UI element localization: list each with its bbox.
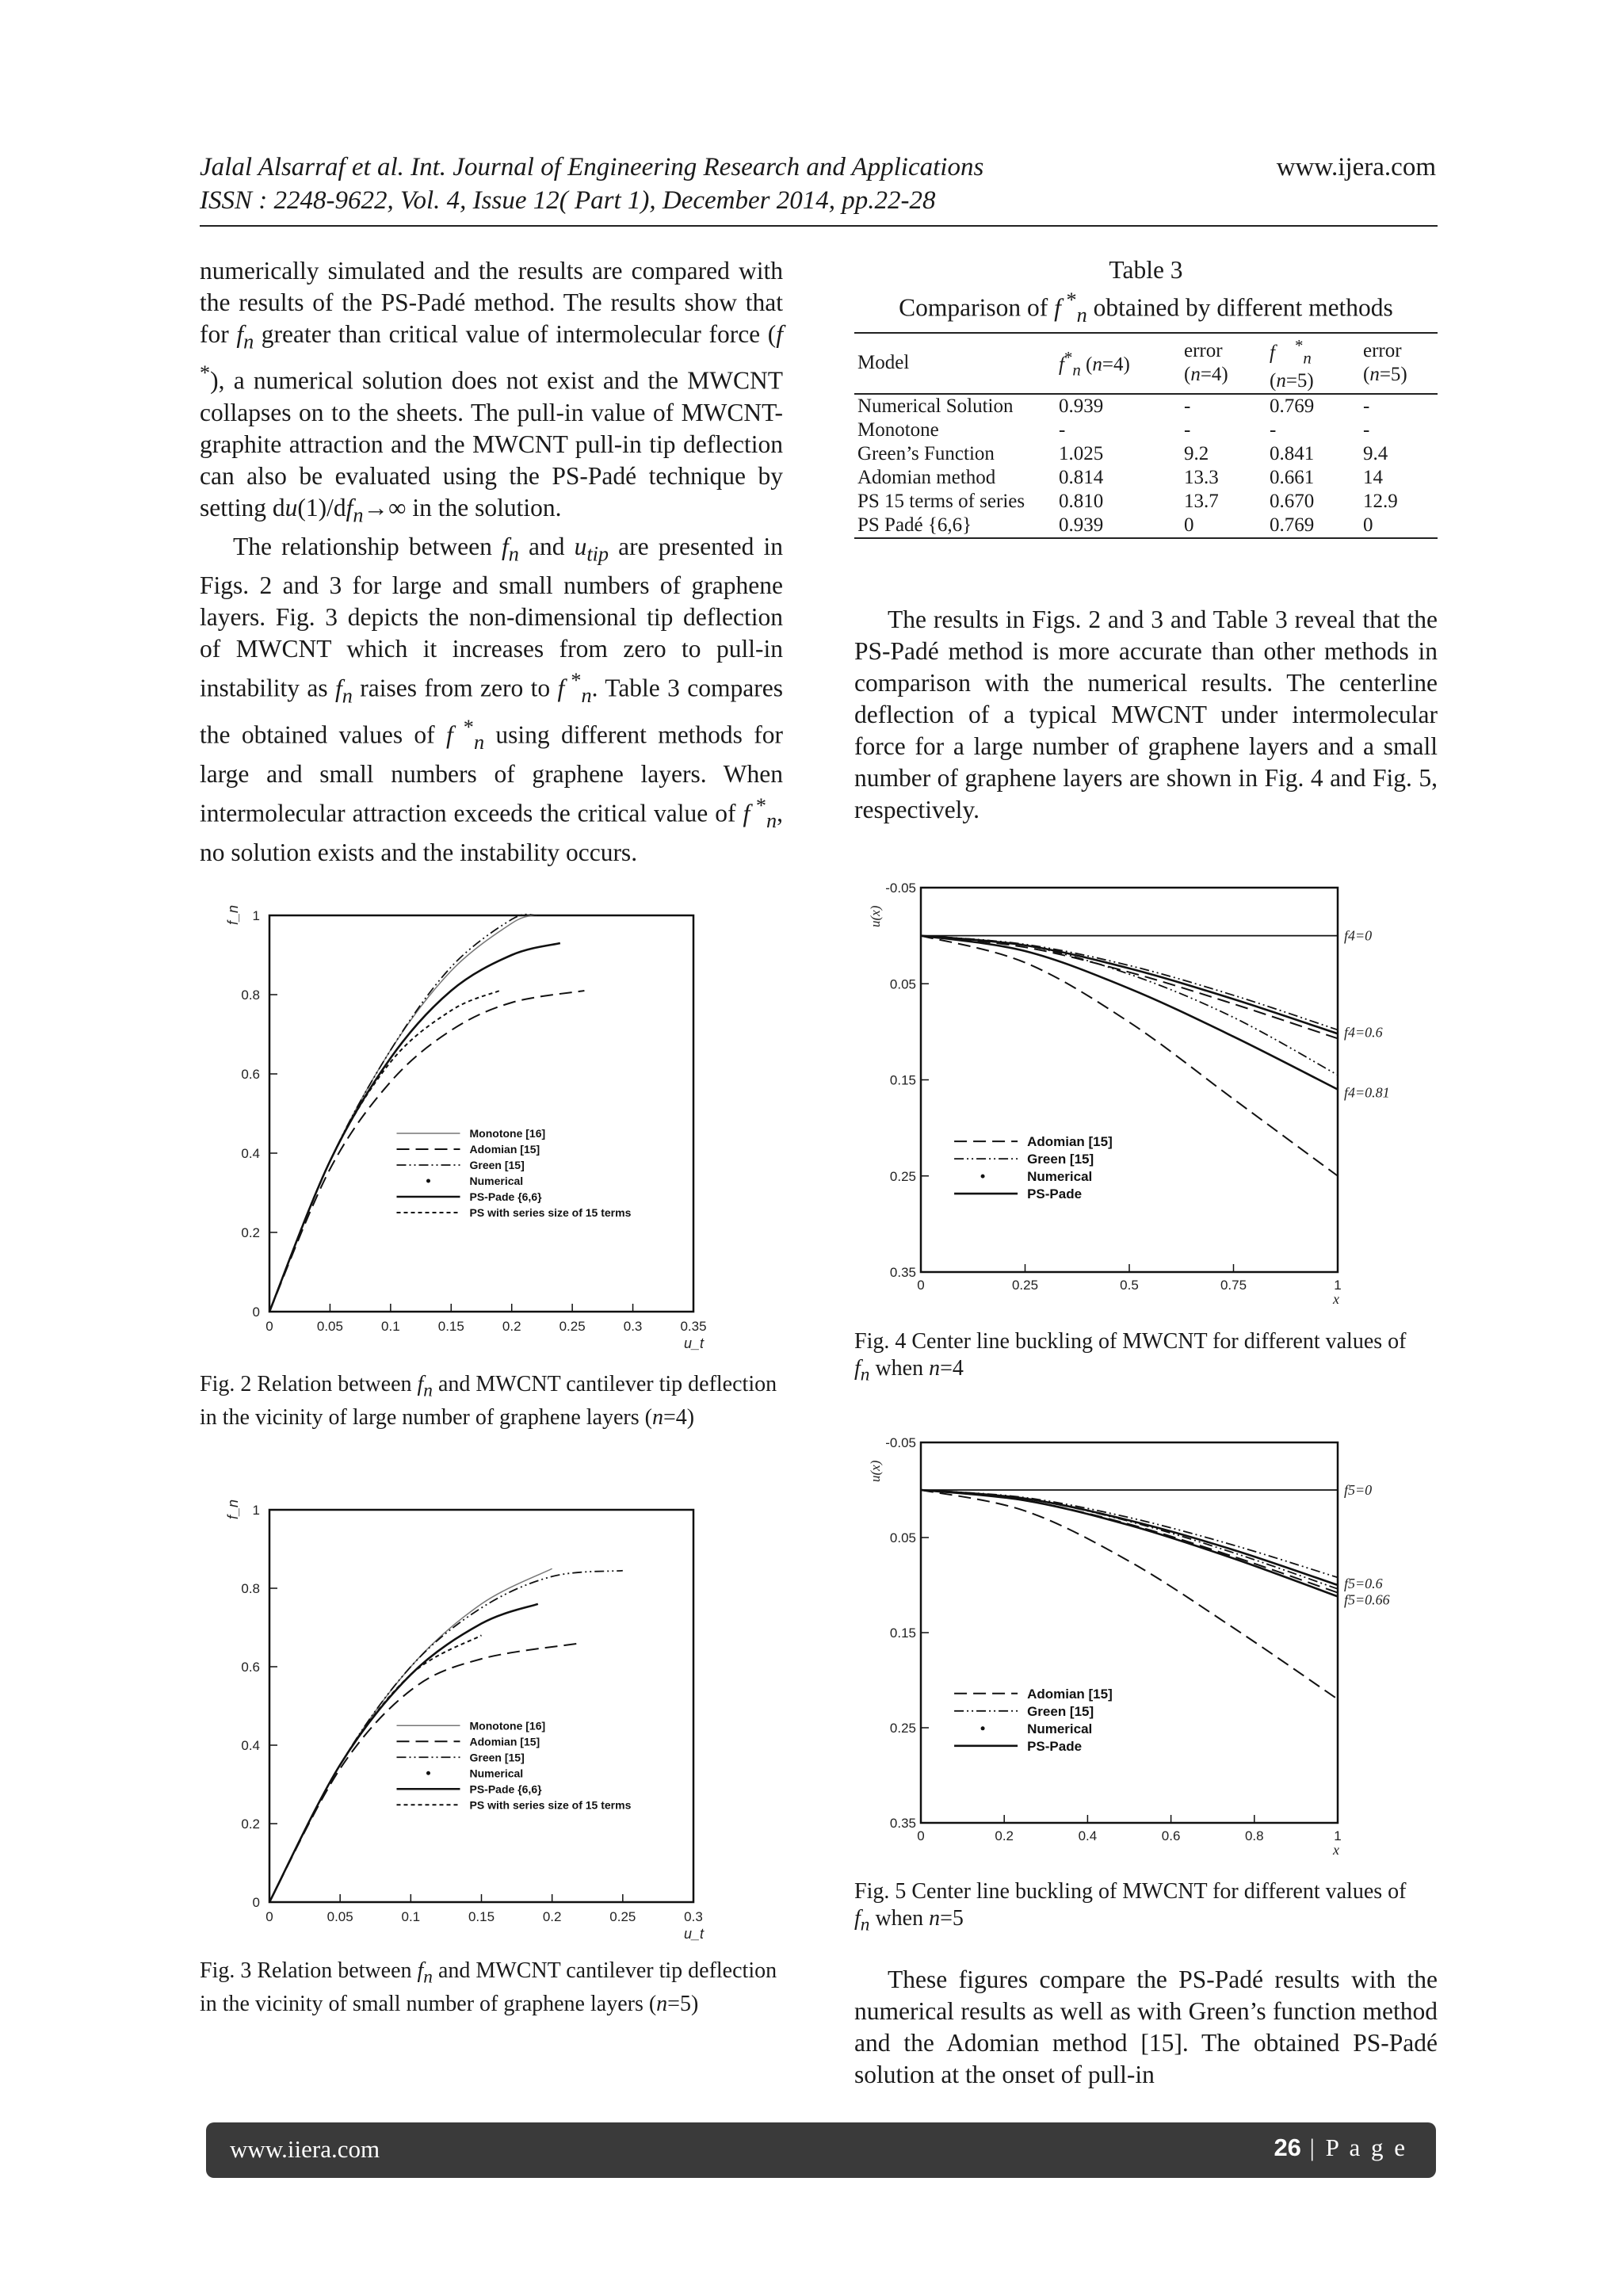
legend-marker bbox=[426, 1771, 430, 1775]
x-axis-label: u_t bbox=[684, 1335, 705, 1351]
series-line bbox=[269, 1635, 482, 1902]
y-tick-label: 1 bbox=[252, 1503, 260, 1518]
plot-frame bbox=[921, 1442, 1338, 1823]
fig5-chart bbox=[864, 1427, 1434, 1862]
legend-label: Numerical bbox=[469, 1767, 524, 1780]
y-tick-label: 0.25 bbox=[889, 1168, 916, 1184]
legend-label: Monotone [16] bbox=[469, 1719, 546, 1733]
x-tick-label: 0.25 bbox=[609, 1909, 636, 1924]
y-tick-label: 0.25 bbox=[889, 1721, 916, 1736]
y-tick-label: 0.8 bbox=[241, 1581, 260, 1596]
x-tick-label: 0.3 bbox=[684, 1909, 703, 1924]
curve-annotation: f4=0.81 bbox=[1344, 1084, 1390, 1101]
table-row: PS Padé {6,6} 0.939 0 0.769 0 bbox=[854, 514, 1438, 538]
x-tick-label: 0 bbox=[917, 1828, 925, 1843]
table-row: Adomian method 0.814 13.3 0.661 14 bbox=[857, 467, 1383, 489]
right-column-text-1 bbox=[854, 604, 1438, 826]
legend-label: Adomian [15] bbox=[469, 1143, 540, 1156]
curve-annotation: f5=0.66 bbox=[1344, 1591, 1390, 1608]
y-tick-label: 0.8 bbox=[241, 988, 260, 1003]
x-tick-label: 0.25 bbox=[1011, 1278, 1039, 1293]
x-tick-label: 0.8 bbox=[1244, 1828, 1264, 1843]
table-row: Green’s Function 1.025 9.2 0.841 9.4 bbox=[857, 443, 1388, 465]
y-tick-label: 0.15 bbox=[889, 1072, 916, 1088]
fig4-chart bbox=[864, 872, 1434, 1308]
y-tick-label: 0 bbox=[252, 1895, 260, 1910]
y-tick-label: -0.05 bbox=[885, 1435, 916, 1450]
y-tick-label: 0.35 bbox=[889, 1265, 916, 1280]
x-axis-label: x bbox=[1333, 1842, 1339, 1858]
x-tick-label: 0.2 bbox=[502, 1319, 521, 1334]
series-line bbox=[269, 991, 499, 1312]
paragraph-3: The results in Figs. 2 and 3 and Table 3 reveal that the PS-Padé method is more accurate than other methods in comparison with the numerical results. The centerline deflection of a typical MWCNT under intermolecular force for a large number of graphene layers and a small number of graphene layers are shown in Fig. 4 and Fig. 5, respectively. bbox=[854, 606, 1438, 823]
curve-annotation: f5=0.6 bbox=[1344, 1576, 1383, 1591]
paragraph-4: These figures compare the PS-Padé results with the numerical results as well as with Green’s function method and the Adomian method [15]. The obtained PS-Padé solution at the onset of pull-in bbox=[854, 1966, 1438, 2088]
legend-marker bbox=[426, 1179, 430, 1183]
legend-label: Numerical bbox=[1027, 1721, 1093, 1736]
table-caption: Comparison of f *$_n$ obtained by different methods bbox=[899, 288, 1393, 327]
x-tick-label: 0.05 bbox=[316, 1319, 343, 1334]
table-body bbox=[854, 332, 1438, 539]
series-line bbox=[269, 915, 536, 1312]
y-tick-label: 0.15 bbox=[889, 1626, 916, 1641]
th-model: Model bbox=[857, 352, 910, 374]
th-fn4: $f^*_n$ (n=4) bbox=[1059, 347, 1130, 380]
y-tick-label: -0.05 bbox=[885, 881, 916, 896]
left-column-text bbox=[200, 255, 783, 869]
table-3 bbox=[854, 255, 1438, 539]
x-tick-label: 0.4 bbox=[1078, 1828, 1098, 1843]
y-tick-label: 0.2 bbox=[241, 1225, 260, 1240]
legend-label: Green [15] bbox=[1027, 1703, 1094, 1719]
x-tick-label: 0.35 bbox=[680, 1319, 707, 1334]
legend-label: Numerical bbox=[469, 1175, 524, 1187]
x-tick-label: 0 bbox=[265, 1909, 273, 1924]
series-line bbox=[269, 1643, 580, 1902]
curve-annotation: f4=0 bbox=[1344, 927, 1373, 944]
series-line bbox=[921, 936, 1338, 1034]
x-tick-label: 0.75 bbox=[1220, 1278, 1247, 1293]
plot-frame bbox=[269, 915, 693, 1312]
fig3-chart bbox=[214, 1498, 721, 1942]
series-line bbox=[921, 1490, 1338, 1596]
legend-label: Green [15] bbox=[1027, 1152, 1094, 1167]
x-tick-label: 1 bbox=[1334, 1278, 1342, 1293]
y-tick-label: 0.05 bbox=[889, 1530, 916, 1545]
x-tick-label: 0.1 bbox=[381, 1319, 400, 1334]
legend-label: Numerical bbox=[1027, 1169, 1093, 1185]
x-tick-label: 0.15 bbox=[468, 1909, 495, 1924]
y-tick-label: 1 bbox=[252, 908, 260, 923]
x-axis-label: u_t bbox=[684, 1926, 705, 1942]
table-row: PS 15 terms of series 0.810 13.7 0.670 12.9 bbox=[857, 491, 1398, 513]
fig4-caption: Fig. 4 Center line buckling of MWCNT for different values of $f_n$ when n=4 bbox=[854, 1329, 1407, 1385]
x-tick-label: 0.15 bbox=[437, 1319, 464, 1334]
fig5-caption: Fig. 5 Center line buckling of MWCNT for different values of $f_n$ when n=5 bbox=[854, 1879, 1407, 1935]
y-axis-label: f_n bbox=[225, 1499, 241, 1519]
y-tick-label: 0.6 bbox=[241, 1660, 260, 1675]
legend-label: Adomian [15] bbox=[1027, 1686, 1113, 1702]
x-tick-label: 0 bbox=[265, 1319, 273, 1334]
x-tick-label: 1 bbox=[1334, 1828, 1342, 1843]
legend-marker bbox=[981, 1175, 985, 1179]
legend-label: Adomian [15] bbox=[1027, 1134, 1113, 1150]
legend-label: PS with series size of 15 terms bbox=[469, 1206, 632, 1219]
y-tick-label: 0.05 bbox=[889, 976, 916, 992]
y-axis-label: u(x) bbox=[868, 1460, 883, 1482]
x-tick-label: 0.2 bbox=[995, 1828, 1014, 1843]
x-tick-label: 0.3 bbox=[623, 1319, 643, 1334]
right-column-text-2 bbox=[854, 1964, 1438, 2091]
x-tick-label: 0.05 bbox=[327, 1909, 353, 1924]
y-tick-label: 0 bbox=[252, 1305, 260, 1320]
page-number: 26 | P a g e bbox=[1274, 2134, 1407, 2161]
x-tick-label: 0.5 bbox=[1120, 1278, 1139, 1293]
series-line bbox=[921, 1490, 1338, 1593]
legend-label: PS-Pade {6,6} bbox=[469, 1190, 542, 1203]
running-header bbox=[200, 151, 1436, 217]
series-line bbox=[269, 1571, 623, 1902]
legend-marker bbox=[981, 1726, 985, 1730]
curve-annotation: f5=0 bbox=[1344, 1482, 1373, 1498]
header-issn: ISSN : 2248-9622, Vol. 4, Issue 12( Part 1), December 2014, pp.22-28 bbox=[200, 186, 936, 215]
legend-label: Monotone [16] bbox=[469, 1127, 546, 1140]
legend-label: Green [15] bbox=[469, 1159, 525, 1171]
x-tick-label: 0.1 bbox=[401, 1909, 421, 1924]
table-row: Monotone - - - - bbox=[857, 419, 1370, 441]
x-tick-label: 0.6 bbox=[1161, 1828, 1181, 1843]
header-rule bbox=[200, 225, 1438, 227]
header-citation: Jalal Alsarraf et al. Int. Journal of Engineering Research and Applications bbox=[200, 153, 984, 181]
header-site[interactable]: www.ijera.com bbox=[1276, 153, 1436, 181]
table-header-row bbox=[854, 333, 1438, 394]
series-line bbox=[269, 915, 536, 1312]
y-tick-label: 0.35 bbox=[889, 1816, 916, 1831]
y-tick-label: 0.4 bbox=[241, 1146, 260, 1161]
paragraph-1: numerically simulated and the results are compared with the results of the PS-Padé method. The results show that for $f_n$ greater than critical value of intermolecular force (f *), a numerical solution does not exist and the MWCNT collapses on to the sheets. The pull-in value of MWCNT-graphite attraction and the MWCNT pull-in tip deflection can also be evaluated using the PS-Padé technique by setting $du(1)/df_n\to\infty$ in the solution. bbox=[200, 257, 783, 527]
y-axis-label: f_n bbox=[225, 904, 241, 925]
fig2-chart bbox=[214, 904, 721, 1351]
th-fn5: f *$_n$ (n=5) bbox=[1270, 335, 1314, 392]
th-error4: error (n=4) bbox=[1184, 340, 1228, 386]
x-tick-label: 0.2 bbox=[542, 1909, 562, 1924]
legend-label: PS-Pade bbox=[1027, 1186, 1083, 1202]
fig2-caption: Fig. 2 Relation between $f_n$ and MWCNT cantilever tip deflection in the vicinity of large number of graphene layers (n=4) bbox=[200, 1372, 777, 1430]
x-axis-label: x bbox=[1333, 1291, 1339, 1307]
legend-label: Adomian [15] bbox=[469, 1735, 540, 1748]
footer-site[interactable]: www.iiera.com bbox=[230, 2135, 380, 2163]
fig3-caption: Fig. 3 Relation between $f_n$ and MWCNT cantilever tip deflection in the vicinity of small number of graphene layers (n=5) bbox=[200, 1958, 777, 2016]
y-tick-label: 0.6 bbox=[241, 1067, 260, 1082]
curve-annotation: f4=0.6 bbox=[1344, 1024, 1383, 1041]
plot-frame bbox=[269, 1510, 693, 1902]
legend-label: PS with series size of 15 terms bbox=[469, 1798, 632, 1812]
table-row: Numerical Solution 0.939 - 0.769 - bbox=[854, 394, 1438, 418]
series-line bbox=[921, 936, 1338, 1075]
legend-label: Green [15] bbox=[469, 1751, 525, 1764]
th-error5: error (n=5) bbox=[1363, 340, 1407, 386]
y-tick-label: 0.4 bbox=[241, 1738, 260, 1753]
y-tick-label: 0.2 bbox=[241, 1817, 260, 1832]
plot-frame bbox=[921, 888, 1338, 1272]
x-tick-label: 0 bbox=[917, 1278, 925, 1293]
paragraph-2: The relationship between $f_n$ and $u_{tip}$ are presented in Figs. 2 and 3 for large and small numbers of graphene layers. Fig. 3 depicts the non-dimensional tip deflection of MWCNT which it increases from zero to pull-in instability as $f_n$ raises from zero to f *$_n$. Table 3 compares the obtained values of f *$_n$ using different methods for large and small numbers of graphene layers. When intermolecular attraction exceeds the critical value of f *$_n$, no solution exists and the instability occurs. bbox=[200, 533, 784, 866]
page-footer bbox=[206, 2122, 1436, 2178]
x-tick-label: 0.25 bbox=[559, 1319, 586, 1334]
legend-label: PS-Pade bbox=[1027, 1738, 1083, 1754]
y-axis-label: u(x) bbox=[868, 905, 883, 927]
legend-label: PS-Pade {6,6} bbox=[469, 1782, 542, 1796]
table-title: Table 3 bbox=[1109, 256, 1183, 284]
